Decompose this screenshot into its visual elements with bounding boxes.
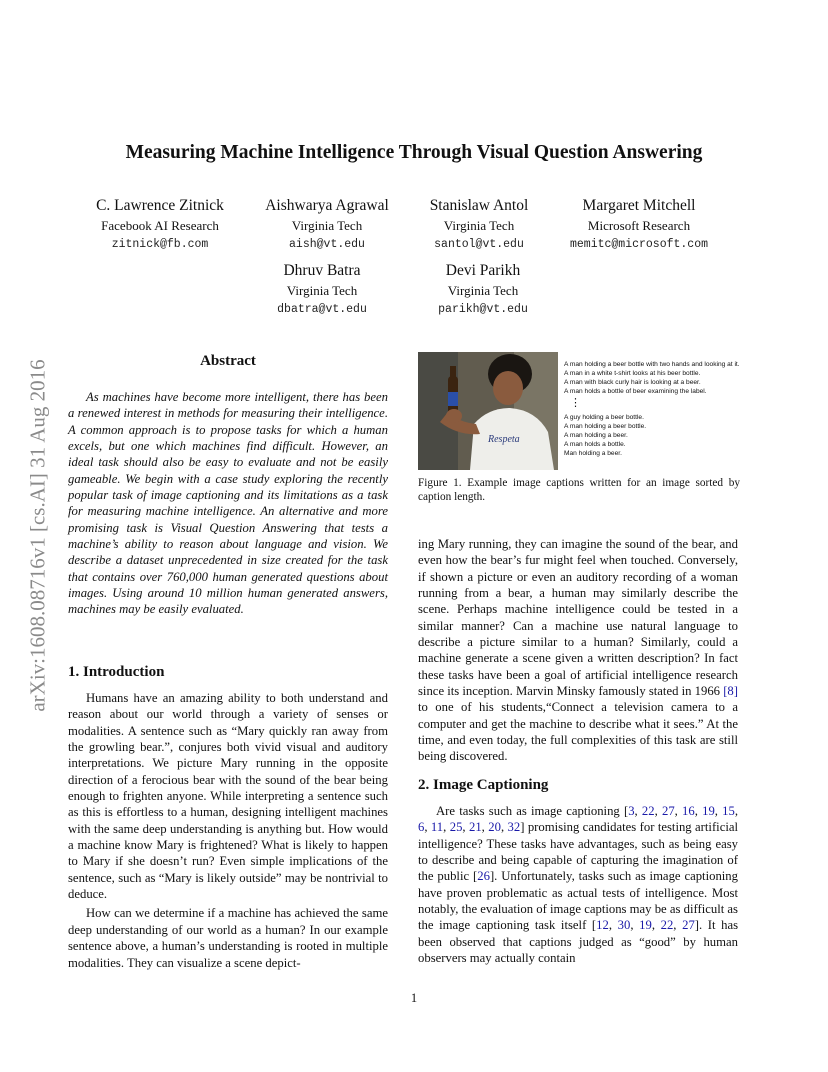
abstract-text: As machines have become more intelligent, there has been a renewed interest in methods for measuring their intelligence. A common approach is to propose tasks for which a human excels, but one which machines find difficult. However, an ideal task should also be easy to evaluate and not be easily gameable. We begin with a case study exploring the recently popular task of image captioning and its limitations as a task for measuring machine intelligence. An alternative and more promising task is Visual Question Answering that tests a machine’s ability to reason about language and vision. We describe a dataset unprecedented in size created for the task that contains over 760,000 human generated questions about images. Using around 10 million human generated answers, machines may be easily evaluated. [68, 390, 388, 617]
abstract-section [68, 389, 388, 618]
intro-paragraph: Humans have an amazing ability to both understand and reason about our world through a variety of senses or modalities. A sentence such as “Mary quickly ran away from the growling bear.”, conjures both vivid visual and auditory interpretations. We picture Mary running in the opposite direction of a ferocious bear with the sound of the bear being enough to frighten anyone. While interpreting a sentence such as this is effortless to a human, designing intelligent machines with the same deep understanding is anything but. How would a machine know Mary is frightened? What is likely to happen to Mary if she doesn’t run? Even simple implications of the sentence, such as “Mary is likely outside” may be nontrivial to deduce. [68, 691, 388, 902]
citation-link[interactable]: 22 [641, 804, 655, 818]
citation-link[interactable]: 15 [722, 804, 735, 818]
author-affiliation: Virginia Tech [447, 283, 519, 298]
citation-link[interactable]: 26 [477, 869, 490, 884]
captioning-paragraph: Are tasks such as image captioning [3, 22, 27, 16, 19, 15, 6, 11, 25, 21, 20, 32] promising candidates for testing artificial intelligence? These tasks have advantages, such as being easy to describe and being capable of capturing the imagination of the public [26]. Unfortunately, tasks such as image captioning have proven problematic as actual tests of intelligence. Most notably, the evaluation of image captions may be as difficult as the image captioning task itself [12, 30, 19, 22, 27]. It has been observed that captions judged as “good” by human observers may actually contain [418, 804, 739, 966]
figure-caption-line: A man with black curly hair is looking at a beer. [564, 379, 701, 386]
author-name: Aishwarya Agrawal [265, 197, 389, 214]
citation-link[interactable]: 20 [488, 820, 501, 835]
image-captioning-section [418, 776, 738, 966]
citation-link[interactable]: 12 [596, 918, 609, 933]
text-span: ing Mary running, they can imagine the sound of the bear, and even how the bear’s fur might feel when touched. Conversely, if shown a picture or even an auditory recording of a woman running from a bear, a human may similarly describe the scene. Perhaps machine intelligence could be tested in a similar manner? Can a machine use natural language to describe a picture similar to a human? Similarly, could a machine generate a scene given a written description? In fact these tasks have been a goal of artificial intelligence research since its inception. Marvin Minsky famously stated in 1966 [418, 537, 738, 699]
author-email[interactable]: santol@vt.edu [434, 238, 524, 251]
citation-link[interactable]: 16 [682, 804, 695, 818]
citation-link[interactable]: 25 [449, 820, 463, 835]
intro-continued [418, 536, 738, 765]
text-span: ]. It has been observed that captions judged as “good” by human observers may actually contain [418, 918, 739, 966]
figure-photo [418, 352, 558, 470]
author-name: Dhruv Batra [283, 262, 361, 279]
text-span: Are tasks such as image captioning [ [436, 804, 629, 818]
figure-caption-line: A guy holding a beer bottle. [564, 414, 644, 421]
author-block [383, 261, 583, 318]
author-affiliation: Microsoft Research [587, 218, 691, 233]
figure-1-caption: Figure 1. Example image captions written for an image sorted by caption length. [418, 477, 740, 504]
shirt-text: Respeta [488, 434, 520, 445]
paper-title: Measuring Machine Intelligence Through Visual Question Answering [125, 142, 703, 163]
author-name: Stanislaw Antol [429, 197, 529, 214]
author-name: Devi Parikh [445, 262, 521, 279]
figure-caption-line: Man holding a beer. [564, 450, 622, 457]
citation-link[interactable]: 27 [682, 918, 695, 933]
citation-link[interactable]: 19 [639, 918, 652, 933]
page-number: 1 [410, 991, 418, 1005]
author-name: Margaret Mitchell [582, 197, 696, 214]
citation-link[interactable]: 3 [628, 804, 635, 818]
citation-link[interactable]: 32 [507, 820, 521, 835]
author-email[interactable]: zitnick@fb.com [111, 238, 209, 251]
text-span: to one of his students,“Connect a television camera to a computer and get the machine to describe what it sees.” At the time, and even today, the full complexities of this task are still being discovered. [418, 700, 738, 764]
figure-caption-line: A man in a white t-shirt looks at his beer bottle. [564, 370, 701, 377]
vertical-ellipsis-icon: ⋮ [570, 397, 581, 409]
man-with-beer-bottle-image [418, 352, 558, 470]
author-email[interactable]: aish@vt.edu [289, 238, 365, 251]
citation-link[interactable]: 22 [660, 918, 674, 933]
citation-link[interactable]: 19 [702, 804, 715, 818]
author-email[interactable]: dbatra@vt.edu [277, 303, 367, 316]
author-affiliation: Virginia Tech [291, 218, 363, 233]
figure-caption-list [564, 360, 754, 458]
figure-caption-line: A man holds a bottle. [564, 441, 626, 448]
author-affiliation: Virginia Tech [443, 218, 515, 233]
arxiv-stamp: arXiv:1608.08716v1 [cs.AI] 31 Aug 2016 [25, 359, 50, 712]
text-span: ] promising candidates for testing artificial intelligence? These tasks have advantages, such as being easy to describe and being capable of capturing the imagination of the public [ [418, 820, 739, 884]
citation-link[interactable]: [8] [723, 684, 738, 699]
section-heading-image-captioning: 2. Image Captioning [418, 777, 549, 793]
figure-caption-line: A man holding a beer bottle. [564, 423, 647, 430]
intro-paragraph: How can we determine if a machine has achieved the same deep understanding of our world as a human? In our example sentence above, a human’s understanding is rooted in multiple modalities. They can visualize a scene depict- [68, 906, 388, 970]
citation-link[interactable]: 21 [468, 820, 482, 835]
citation-link[interactable]: 30 [617, 918, 631, 933]
author-name: C. Lawrence Zitnick [96, 197, 224, 214]
author-block [539, 196, 739, 253]
citation-link[interactable]: 27 [661, 804, 675, 818]
author-email[interactable]: memitc@microsoft.com [569, 238, 709, 251]
citation-link[interactable]: 11 [430, 820, 444, 835]
author-affiliation: Virginia Tech [286, 283, 358, 298]
citation-link[interactable]: 6 [418, 820, 425, 835]
author-affiliation: Facebook AI Research [101, 218, 219, 233]
figure-caption-line: A man holding a beer bottle with two hands and looking at it. [564, 361, 740, 368]
section-heading-introduction: 1. Introduction [68, 664, 165, 680]
abstract-heading: Abstract [200, 353, 256, 369]
figure-caption-line: A man holds a bottle of beer examining the label. [564, 388, 707, 395]
text-span: ]. Unfortunately, tasks such as image captioning have proven problematic as actual tests of intelligence. Most notably, the evaluation of image captions may be as difficult as the image captioning task itself [ [418, 869, 738, 933]
intro-paragraph-continued [418, 536, 738, 765]
introduction-section [68, 663, 388, 971]
figure-caption-line: A man holding a beer. [564, 432, 628, 439]
author-email[interactable]: parikh@vt.edu [438, 303, 528, 316]
